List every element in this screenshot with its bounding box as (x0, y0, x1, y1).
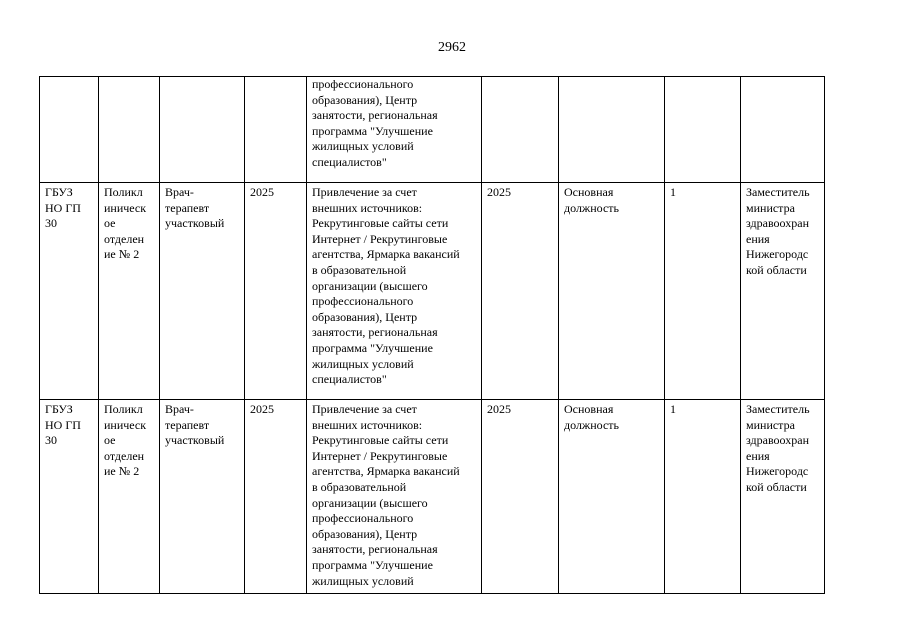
table-cell-responsible: Заместитель министра здравоохран ения Нижегородс кой области (741, 183, 825, 400)
table-cell-department (99, 77, 160, 183)
vacancy-table (39, 76, 825, 594)
table-cell-year: 2025 (245, 183, 307, 400)
table-row (40, 183, 825, 400)
table-cell-measures: профессионального образования), Центр занятости, региональная программа "Улучшение жилищных условий специалистов" (307, 77, 482, 183)
table-cell-position (160, 77, 245, 183)
table-cell-year: 2025 (245, 400, 307, 594)
table-cell-count: 1 (665, 400, 741, 594)
table-cell-institution (40, 77, 99, 183)
table-cell-count: 1 (665, 183, 741, 400)
table-cell-institution: ГБУЗ НО ГП 30 (40, 400, 99, 594)
table-cell-responsible (741, 77, 825, 183)
table-cell-department: Поликл иническ ое отделен ие № 2 (99, 183, 160, 400)
table-cell-deadline: 2025 (482, 183, 559, 400)
table-row (40, 400, 825, 594)
table-cell-deadline: 2025 (482, 400, 559, 594)
table-cell-deadline (482, 77, 559, 183)
table-row (40, 77, 825, 183)
table-cell-measures: Привлечение за счет внешних источников: Рекрутинговые сайты сети Интернет / Рекрутинговые агентства, Ярмарка вакансий в образовательной организации (высшего профессионального образования), Центр занятости, региональная программа "Улучшение жилищных условий специалистов" (307, 183, 482, 400)
table-cell-position-type: Основная должность (559, 400, 665, 594)
table-cell-position-type: Основная должность (559, 183, 665, 400)
table-cell-position: Врач- терапевт участковый (160, 400, 245, 594)
table-cell-position: Врач- терапевт участковый (160, 183, 245, 400)
table-cell-responsible: Заместитель министра здравоохран ения Нижегородс кой области (741, 400, 825, 594)
table-cell-count (665, 77, 741, 183)
table-cell-department: Поликл иническ ое отделен ие № 2 (99, 400, 160, 594)
table-cell-measures: Привлечение за счет внешних источников: Рекрутинговые сайты сети Интернет / Рекрутинговые агентства, Ярмарка вакансий в образовательной организации (высшего профессионального образования), Центр занятости, региональная программа "Улучшение жилищных условий (307, 400, 482, 594)
table-cell-institution: ГБУЗ НО ГП 30 (40, 183, 99, 400)
table-cell-position-type (559, 77, 665, 183)
table-cell-year (245, 77, 307, 183)
page-number: 2962 (438, 40, 466, 55)
